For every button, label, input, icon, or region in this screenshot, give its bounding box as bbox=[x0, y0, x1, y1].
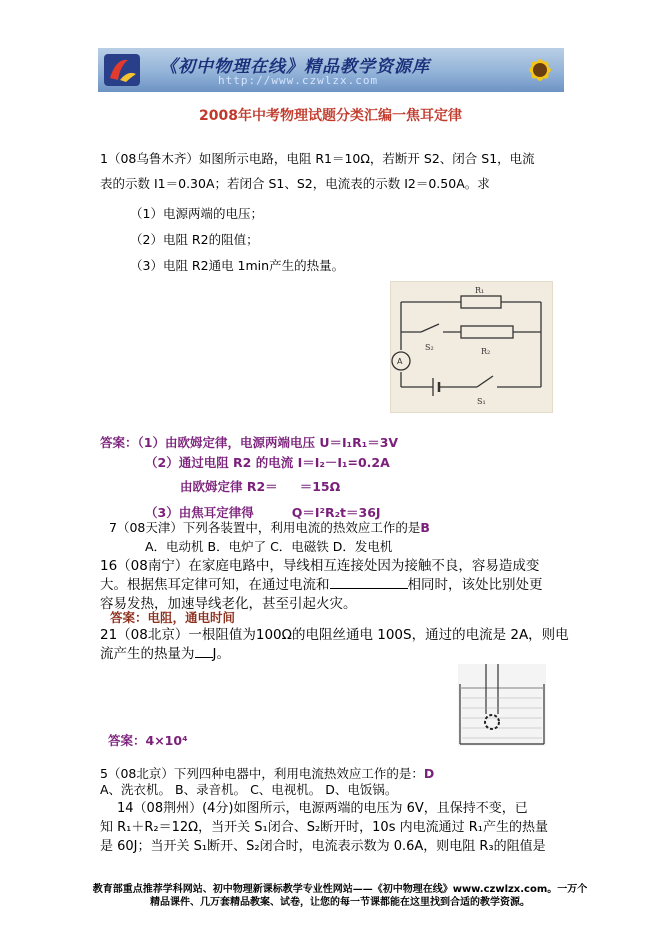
q16-answer: 答案：电阻，通电时间 bbox=[110, 610, 236, 625]
q1-sub1: （1）电源两端的电压； bbox=[130, 206, 263, 221]
answer1-part2: （2）通过电阻 R2 的电流 I＝I₂－I₁=0.2A bbox=[145, 455, 390, 470]
q7-line bbox=[109, 520, 430, 536]
answer1-label: 答案： bbox=[100, 435, 138, 450]
answer1-part4-a: （3）由焦耳定律得 bbox=[145, 505, 254, 520]
beaker-figure bbox=[458, 664, 546, 746]
q5-answer: D bbox=[423, 766, 435, 781]
q5-line bbox=[100, 766, 434, 782]
footer-line1: 教育部重点推荐学科网站、初中物理新课标教学专业性网站——《初中物理在线》www.czwlzx.com。一万个 bbox=[92, 884, 588, 895]
sunflower-icon bbox=[516, 48, 564, 92]
s1-label: S₁ bbox=[477, 397, 486, 406]
q16-line2b: 相同时，该处比别处更 bbox=[407, 577, 543, 593]
answer1-part1: （1）由欧姆定律，电源两端电压 U＝I₁R₁＝3V bbox=[137, 435, 399, 450]
q1-sub2: （2）电阻 R2的阻值； bbox=[130, 232, 259, 247]
q1-line1: 1（08乌鲁木齐）如图所示电路，电阻 R1＝10Ω，若断开 S2、闭合 S1，电流 bbox=[100, 151, 535, 166]
r1-label: R₁ bbox=[475, 286, 485, 295]
q7-answer: B bbox=[420, 520, 430, 535]
q16-blank[interactable] bbox=[330, 576, 408, 589]
circuit-diagram-svg bbox=[391, 282, 552, 412]
answer1-part3-a: 由欧姆定律 R2＝ bbox=[180, 479, 278, 494]
q14-line3: 是 60J；当开关 S₁断开、S₂闭合时，电流表示数为 0.6A，则电阻 R₃的阻值是 bbox=[100, 839, 546, 854]
answer1-part4-b: Q＝I²R₂t＝36J bbox=[291, 505, 381, 520]
answer1-line1 bbox=[100, 433, 398, 451]
q21-line1: 21（08北京）一根阻值为100Ω的电阻丝通电 100S，通过的电流是 2A，则电 bbox=[100, 627, 569, 643]
q16-block bbox=[100, 557, 543, 614]
beaker-svg bbox=[458, 664, 546, 746]
title-highlight: 焦耳定律 bbox=[405, 108, 462, 124]
answer1-part3-b: ＝15Ω bbox=[299, 479, 341, 494]
q16-line1: 16（08南宁）在家庭电路中，导线相互连接处因为接触不良，容易造成变 bbox=[100, 558, 540, 574]
banner-title: 《初中物理在线》精品教学资源库 bbox=[160, 57, 430, 77]
q16-line2 bbox=[100, 576, 543, 595]
r2-label: R₂ bbox=[481, 347, 491, 356]
banner-url[interactable]: http://www.czwlzx.com bbox=[218, 74, 379, 87]
q7-text: 7（08天津）下列各装置中，利用电流的热效应工作的是 bbox=[109, 520, 421, 535]
q14-line2: 知 R₁＋R₂＝12Ω，当开关 S₁闭合、S₂断开时，10s 内电流通过 R₁产生的热量 bbox=[100, 820, 548, 835]
answer1-part4 bbox=[145, 503, 381, 521]
page-title bbox=[0, 105, 661, 125]
q1-line2: 表的示数 I1＝0.30A；若闭合 S1、S2，电流表的示数 I2＝0.50A。求 bbox=[100, 176, 490, 191]
answer1-part3 bbox=[180, 477, 340, 495]
q5-text: 5（08北京）下列四种电器中，利用电流热效应工作的是： bbox=[100, 766, 424, 781]
q21-answer: 答案：4×10⁴ bbox=[108, 733, 188, 748]
site-banner bbox=[98, 48, 564, 92]
q5-options: A、洗衣机。 B、录音机。 C、电视机。 D、电饭锅。 bbox=[100, 782, 398, 797]
q14-line1: 14（08荆州）(4分)如图所示，电源两端的电压为 6V，且保持不变，已 bbox=[117, 801, 528, 816]
q21-blank[interactable] bbox=[195, 645, 213, 658]
q1-sub3: （3）电阻 R2通电 1min产生的热量。 bbox=[130, 258, 345, 273]
ammeter-label: A bbox=[397, 357, 403, 366]
q21-line2b: J。 bbox=[212, 646, 230, 662]
site-logo-icon bbox=[102, 52, 142, 88]
q7-options: A．电动机 B．电炉了 C．电磁铁 D．发电机 bbox=[145, 539, 393, 554]
q16-line2a: 大。根据焦耳定律可知，在通过电流和 bbox=[100, 577, 330, 593]
q16-line3: 容易发热，加速导线老化，甚至引起火灾。 bbox=[100, 596, 357, 612]
q14-block bbox=[100, 799, 548, 856]
q21-block bbox=[100, 626, 569, 664]
s2-label: S₂ bbox=[425, 343, 434, 352]
title-prefix: 2008年中考物理试题分类汇编一 bbox=[199, 108, 406, 124]
q21-line2a: 流产生的热量为 bbox=[100, 646, 195, 662]
page-footer bbox=[90, 883, 590, 909]
q21-line2 bbox=[100, 645, 569, 664]
footer-line2: 精品课件、几万套精品教案、试卷，让您的每一节课都能在这里找到合适的教学资源。 bbox=[150, 897, 530, 908]
circuit-diagram-1 bbox=[390, 281, 553, 413]
